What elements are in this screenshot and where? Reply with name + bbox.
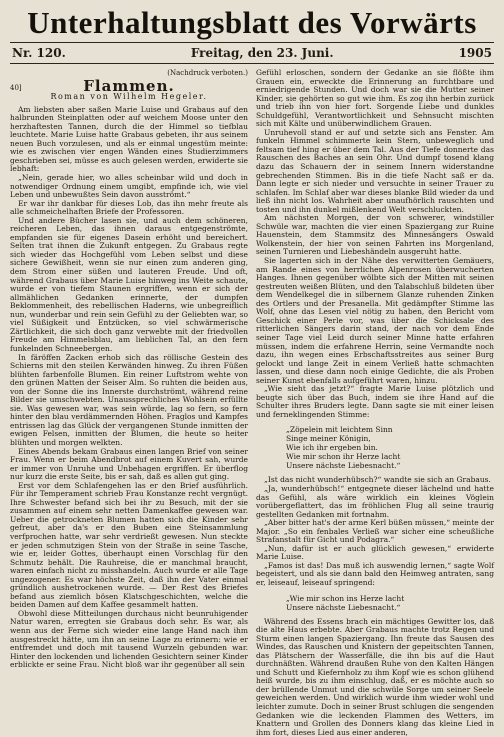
- poem-refrain: [286, 594, 494, 612]
- byline: Roman von Wilhelm Hegeler.: [50, 92, 208, 102]
- left-column: [10, 69, 248, 737]
- poem-line: Singe meiner Königin,: [286, 434, 371, 444]
- paragraph: „Ja, wunderhübsch!“ entgegnete dieser lächelnd und hatte das Gefühl, als wäre wirklich ein kleines Vöglein vorübergeflattert, das im fröhlichen Flug all seine traurig gestellten Gedanken mit fortnahm.: [256, 483, 494, 519]
- issue-number: Nr. 120.: [12, 46, 66, 60]
- paragraph: Er war ihr dankbar für dieses Lob, das ihn mehr freute als alle schmeichelhaften Briefe der Professoren.: [10, 198, 248, 217]
- paragraph: Obwohl diese Mitteilungen durchaus nicht beunruhigender Natur waren, erregten sie Grabaus doch sehr. Es war, als wenn aus der Ferne sich wieder eine lange Hand nach ihm ausgestreckt hätte, um ihn an seine Lage zu erinnern: wie er entfremdet und doch mit tausend Wurzeln gebunden war. Hinter den lockenden und lichenden Gesichtern seiner Kinder erblickte er seine Frau. Nicht bloß war ihr gegenüber all sein: [10, 608, 248, 670]
- reprint-notice: (Nachdruck verboten.): [167, 69, 248, 77]
- paragraph: Am nächsten Morgen, der von schwerer, windstiller Schwüle war, machten die vier einen Spaziergang zur Ruine Hauenstein, dem Stammsitz des Minnesängers Oswald Wolkenstein, der hier von seinen Fahrten ins Morgenland, seinen Turnieren und Liebeshändeln ausgeruht hatte.: [256, 213, 494, 257]
- title-row: [10, 76, 248, 95]
- poem-line: Unsere nächste Liebesnacht.“: [286, 461, 401, 471]
- paragraph: „Ist das nicht wunderhübsch?“ wandte sie sich an Grabaus.: [264, 475, 491, 485]
- paragraph: Und andere Bücher lasen sie, und auch dem schöneren, reicheren Leben, das ihnen daraus entgegenströmte, empfanden sie für eigenes Dasein erhöht und bereichert. Selten trat ihnen die Zukunft entgegen. Zu Grabaus regte sich wieder das Hochgefühl vom Leben selbst und diese sichere Gewißheit, wenn sie nur einen zum anderen ging, dem Strom einer süßen und lauteren Freude. Und oft, während Grabaus über Marie Luise hinweg ins Weite schaute, wurde er von tiefem Staunen ergriffen, wenn er sich der allmählichen Gedanken erinnerte, der dumpfen Beklommenheit, des rebellischen Haderns, wie unbegreiflich nun, wunderbar und rein sein Gefühl zu der Geliebten war, so viel Süßigkeit und Entzücken, so viel schwärmerische Zärtlichkeit, die sich doch ganz verwebte mit der friedvollen Freude am Himmelsblau, am lieblichen Tal, an den fern funkelnden Schneebergen.: [10, 215, 248, 353]
- story-title: Flammen.: [83, 76, 175, 95]
- paragraph: Sie lagerten sich in der Nähe des verwitterten Gemäuers, am Rande eines von herrlichen Alpenrosen überwucherten Hanges. Ihnen gegenüber wölbte sich der Mitten mit seinen gestreuten weißen Blüten, und den Talabschluß bildeten über dem Wendelkegel die in silbernem Glanze ruhenden Zinken des Ortlers und der Presanella. Mit gedämpfter Stimme las Wolf, ohne das Lesen viel nötig zu haben, den Bericht vom Geschick einer Perle vor, was über die Schicksale des ritterlichen Sängers darin stand, der nach vor dem Ende seiner Tage viel Leid durch seiner Minne hatte erfahren müssen, indem die erfahrene Herrin, seine Vermandte noch dazu, ihn wegen eines Erbschaftsstreites aus seiner Burg gelockt und lange Zeit in einem Verließ hatte schmachten lassen, und diese dann noch einige Gedichte, die als Proben seiner Kunst ebenfalls aufgeführt waren, hinzu.: [256, 256, 494, 385]
- issue-line: [10, 42, 494, 64]
- paragraph: „Aber bitter hat's der arme Kerl büßen müssen,“ meinte der Major. „So ein fenbales Verließ war sicher eine scheußliche Strafanstalt für Gicht und Podagra.“: [256, 518, 494, 545]
- masthead-title: Unterhaltungsblatt des Vorwärts: [27, 5, 477, 40]
- paragraph: Erst vor dem Schlafengehen las er den Brief ausführlich. Für ihr Temperament schrieb Frau Konstanze recht vergnügt. Ihre Schwester befand sich bei ihr zu Besuch, mit der sie zusammen auf einem sehr netten Damenkaffee gewesen war. Ueber die getrockneten Blumen hatten sich die Kinder sehr gefreut, aber da's er den Buben eine Steinsammlung verfprochen hatte, war sehr verdrießt gewesen. Nun steckte er jeden schmutzigen Stein von der Straße in seine Tasche, wie er, leider Gottes, überhaupt einen Vorschlag für den Schmutz behält. Die Rauhreise, die er manchmal braucht, waren einfach nicht zu misshandeln. Auch wurde er alle Tage ungezogener. Es war höchste Zeit, daß ihn der Vater einmal gründlich aushetrockenen wurde. — Der Rest des Briefes befand aus ziemlich bösen Klatschgeschichten, welche die beiden Damen auf dem Kaffee gesammelt hatten.: [10, 480, 248, 610]
- issue-year: 1905: [458, 46, 492, 60]
- text-columns: [10, 69, 494, 737]
- right-column: [256, 69, 494, 737]
- paragraph: Eines Abends bekam Grabaus einen langen Brief von seiner Frau. Wenn er beim Abendbrot auf einem Kuvert sah, wurde er immer von Unruhe und Unbehagen ergriffen. Er überflog nur kurz die erste Seite, bis er sah, daß es allen gut ging.: [10, 446, 248, 482]
- paragraph: „Nun, dafür ist er auch glücklich gewesen,“ erwiderte Marie Luise.: [256, 543, 494, 562]
- paragraph: „Nein, gerade hier, wo alles scheinbar wild und doch in notwendiger Ordnung einem umgibt, empfinde ich, wie viel Leben und unbewußtes Sein davon ausströmt.“: [10, 173, 248, 200]
- paragraph: In färöffen Zacken erhob sich das röllische Gestein des Schierns mit den steilen Kerwänden hinweg. Zu ihren Füßen blühten farbenfolle Blumen. Ein reiner Luftstrom wehte von den grünen Matten der Seiser Alm. So ruhten die beiden aus, von der Sonne die ins Innerste durchströmt, während reine Bilder sie umschwebten. Unaussprechliches Wohlsein erfüllte sie. Was gewesen war, was sein würde, lag so fern, so fern hinter den blau verdämmernden Höhen. Fraglos und Kampfes entrissen lag das Glück der vergangenen Stunde inmitten der ewigen Felsen, inmitten der Blumen, die heute so heiter blühten und morgen welkten.: [10, 352, 248, 447]
- paragraph: Am liebsten aber saßen Marie Luise und Grabaus auf den halbrunden Steinplatten oder auf weichem Moose unter den herzhaftesten Tannen, durch die der Himmel so tiefblau leuchtete. Marie Luise hatte Grabaus gebeten, ihr aus seinem neuen Buch vorzulesen, und als er einmal ungestüm meinte: wie es zwischen vier engen Wänden eines Studierzimmers geschrieben sei, müsse es auch gelesen werden, erwiderte sie lebhaft:: [10, 104, 248, 174]
- poem-line: Wie ich ihr ergeben bin.: [286, 443, 378, 453]
- paragraph: „Famos ist das! Das muß ich auswendig lernen,“ sagte Wolf begeistert, und als sie dann bald den Heimweg antraten, sang er, leiseauf, leiseauf springend:: [256, 560, 494, 587]
- issue-date: Freitag, den 23. Juni.: [190, 46, 334, 60]
- paragraph: „Wie sieht das jetzt?“ fragte Marie Luise plötzlich und beugte sich über das Buch, indem sie ihre Hand auf die Schulter ihres Bruders legte. Dann sagte sie mit einer leisen und ferneklingenden Stimme:: [256, 384, 494, 419]
- poem-line: „Zöpelein mit leichtem Sinn: [286, 425, 393, 435]
- paragraph: Während des Essens brach ein mächtiges Gewitter los, daß die alte Haus erbebte. Aber Grabaus machte trotz Regen und Sturm einen langen Spaziergang. Ihn freute das Sausen des Windes, das Rauschen und Knistern der gepeitschten Tannen, das Plätschern der Wasserfälle, die ihn bis auf die Haut durchnäßten. Während draußen Ruhe von den Kalten Hängen und Schutt und Kiefernholz zu ihm Kopf wie es schon glühend heiß wurde, bis zu ihm einschlug, daß, er es möchte auch so der brüllende Unmut und die schwüle Sorge um seiner Seele geweichen werden. Und wirklich wurde ihm wieder wohl und leichter zumute. Doch in seiner Brust schlugen die sengenden Gedanken wie die leckenden Flammen des Wetters, im Knattern und Grollen des Donners klang das kleine Lied in ihm fort, dieses Lied aus einer anderen,: [256, 616, 494, 737]
- poem-stanza: [286, 425, 494, 470]
- paragraph: Gefühl erloschen, sondern der Gedanke an sie flößte ihm Grauen ein, erweckte die Erinnerung an furchtbare und erniedrigende Stunden. Und doch war sie die Mutter seiner Kinder, sie gehörten so gut wie ihm. Es zog ihn herbin zurück und trieb ihn von hier fort. Sorgende Liebe und dunkles Schuldgefühl, Verantwortlichkeit und Sehnsucht mischten sich mit Kälte und unüberwindlichem Grauen.: [256, 68, 494, 129]
- paragraph: Unruhevoll stand er auf und setzte sich ans Fenster. Am funkeln Himmel schimmerte kein Stern, unbeweglich und feltsam tief hing er über dem Tal. Aus der Tiefe donnerte das Rauschen des Baches an sein Ohr. Und dumpf tosend klang dazu das Schauern der in seinem Innern widerstandne gebrechenden Stimmen. Bis in die tiefe Nacht saß er da. Dann legte er sich nieder und versuchte in seiner Trauer zu schlafen. Im Schlaf aber war dieses blanke Bild wieder da und ließ ihn nicht los. Wahrheit aber unaufhörlich rauschten und tosten und ihn dunkel mißlenkend Welt verschluckten.: [256, 127, 494, 214]
- poem-line: Unsere nächste Liebesnacht.“: [286, 602, 401, 612]
- installment-number: 40]: [10, 83, 22, 92]
- poem-line: „Wie mir schon ins Herze lacht: [286, 593, 405, 603]
- poem-line: Wie mir schon ihr Herze lacht: [286, 452, 401, 462]
